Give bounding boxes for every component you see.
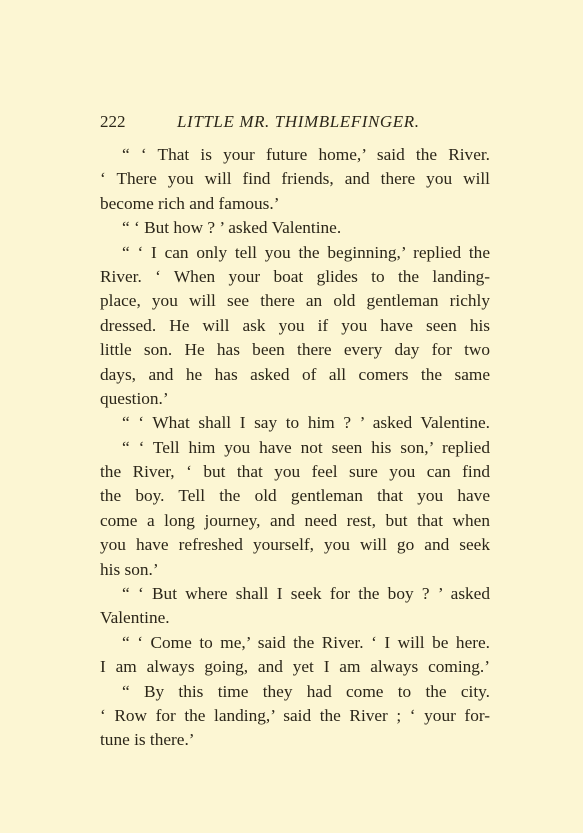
text-line: River. ‘ When your boat glides to the landing- xyxy=(100,266,490,286)
text-line: “ ‘ That is your future home,’ said the River. xyxy=(122,145,490,164)
page-number: 222 xyxy=(100,112,126,131)
text-line: tune is there.’ xyxy=(100,730,195,750)
text-line: “ ‘ What shall I say to him ? ’ asked Valentine. xyxy=(122,413,490,433)
text-line: “ ‘ Come to me,’ said the River. ‘ I will be here. xyxy=(122,632,490,652)
running-head xyxy=(100,110,500,134)
text-line: place, you will see there an old gentleman richly xyxy=(100,291,490,311)
text-line: “ ‘ I can only tell you the beginning,’ replied the xyxy=(122,242,490,262)
text-line: ‘ Row for the landing,’ said the River ; ‘ your for- xyxy=(100,705,490,725)
text-line: “ By this time they had come to the city. xyxy=(122,681,490,701)
text-line: become rich and famous.’ xyxy=(100,193,280,213)
text-line: I am always going, and yet I am always coming.’ xyxy=(100,657,490,677)
text-line: “ ‘ But where shall I seek for the boy ? ’ asked xyxy=(122,584,490,604)
text-line: dressed. He will ask you if you have seen his xyxy=(100,315,490,335)
text-line: Valentine. xyxy=(100,608,170,628)
text-line: question.’ xyxy=(100,388,169,408)
text-line: “ ‘ But how ? ’ asked Valentine. xyxy=(122,218,342,238)
text-line: you have refreshed yourself, you will go and seek xyxy=(100,535,490,555)
text-line: days, and he has asked of all comers the same xyxy=(100,364,490,384)
running-title: LITTLE MR. THIMBLEFINGER. xyxy=(177,112,420,131)
text-line: little son. He has been there every day for two xyxy=(100,340,490,360)
body-text xyxy=(100,143,490,753)
text-line: his son.’ xyxy=(100,559,159,579)
text-line: come a long journey, and need rest, but that when xyxy=(100,510,490,530)
text-line: “ ‘ Tell him you have not seen his son,’ replied xyxy=(122,437,490,457)
text-line: the boy. Tell the old gentleman that you have xyxy=(100,486,490,506)
text-line: the River, ‘ but that you feel sure you can find xyxy=(100,462,490,482)
text-line: ‘ There you will find friends, and there you will xyxy=(100,169,490,189)
